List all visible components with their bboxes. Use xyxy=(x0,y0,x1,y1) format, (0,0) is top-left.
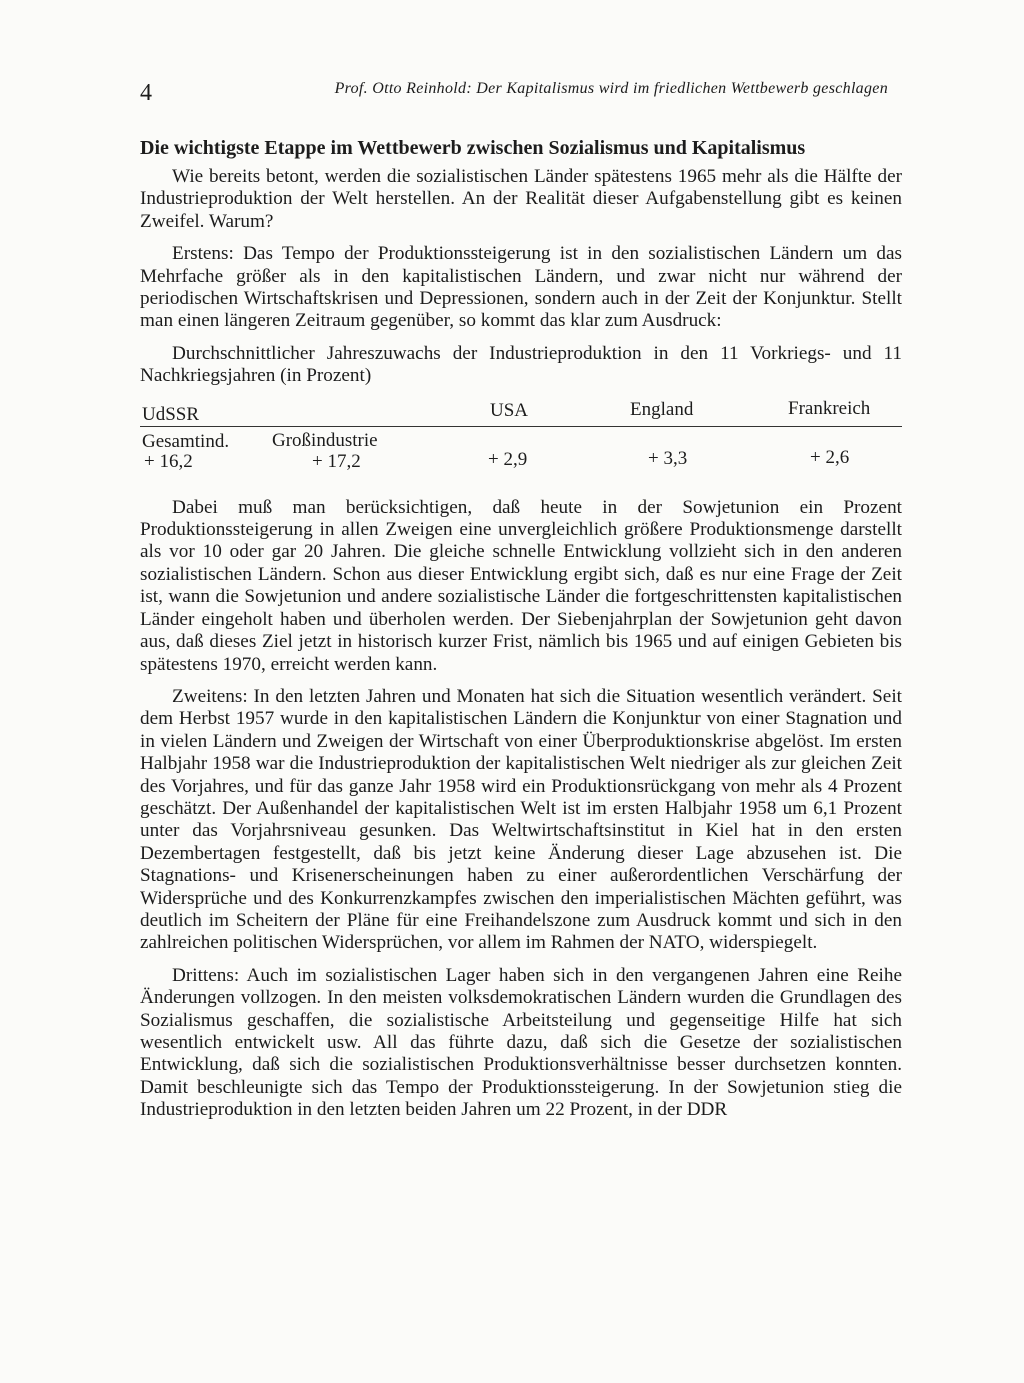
value-usa: + 2,9 xyxy=(488,448,528,470)
page-number: 4 xyxy=(140,80,152,106)
value-frankreich: + 2,6 xyxy=(810,446,850,468)
section-heading: Die wichtigste Etappe im Wettbewerb zwischen Sozialismus und Kapitalismus xyxy=(140,137,806,159)
column-header-england: England xyxy=(630,398,694,420)
growth-table xyxy=(140,398,902,483)
value-england: + 3,3 xyxy=(648,447,688,469)
column-header-udssr: UdSSR xyxy=(142,403,200,425)
running-title: Prof. Otto Reinhold: Der Kapitalismus wird im friedlichen Wettbewerb geschlagen xyxy=(334,80,888,97)
running-header xyxy=(140,72,902,106)
table-header-row xyxy=(140,398,902,427)
subheader-grossindustrie: Großindustrie xyxy=(272,429,378,451)
table-value-row xyxy=(140,446,902,472)
page-content xyxy=(140,72,902,1132)
table-subheader-row xyxy=(140,427,902,452)
paragraph-intro: Wie bereits betont, werden die sozialistischen Länder spätestens 1965 mehr als die Hälfte der Industrieproduktion der Welt herstellen. An der Realität dieser Aufgabenstellung gibt es keinen Zweifel. Warum? xyxy=(140,166,902,232)
paragraph-dabei: Dabei muß man berücksichtigen, daß heute in der Sowjetunion ein Prozent Produktionssteigerung in allen Zweigen eine unvergleichlich größere Produktionsmenge darstellt als vor 10 oder gar 20 Jahren. Die gleiche schnelle Entwicklung vollzieht sich in den anderen sozialistischen Ländern. Schon aus dieser Entwicklung ergibt sich, daß es nur eine Frage der Zeit ist, wann die Sowjetunion und andere sozialistische Länder die fortgeschrittensten kapitalistischen Länder eingeholt haben und überholen werden. Der Siebenjahrplan der Sowjetunion geht davon aus, daß dieses Ziel jetzt in historisch kurzer Frist, nämlich bis 1965 und auf einigen Gebieten bis spätestens 1970, erreicht werden kann. xyxy=(140,496,902,675)
table-caption: Durchschnittlicher Jahreszuwachs der Industrieproduktion in den 11 Vorkriegs- und 11 Nachkriegsjahren (in Prozent) xyxy=(140,342,902,387)
paragraph-erstens: Erstens: Das Tempo der Produktionssteigerung ist in den sozialistischen Ländern um das Mehrfache größer als in den kapitalistischen Ländern, und zwar nicht nur während der periodischen Wirtschaftskrisen und Depressionen, sondern auch in der Zeit der Konjunktur. Stellt man einen längeren Zeitraum gegenüber, so kommt das klar zum Ausdruck: xyxy=(140,243,902,332)
subheader-gesamtind: Gesamtind. xyxy=(142,430,230,452)
paragraph-zweitens: Zweitens: In den letzten Jahren und Monaten hat sich die Situation wesentlich verändert. Seit dem Herbst 1957 wurde in den kapitalistischen Ländern die Konjunktur von einer Stagnation und in vielen Ländern und Zweigen der Wirtschaft von einer Überproduktionskrise abgelöst. Im ersten Halbjahr 1958 war die Industrieproduktion der kapitalistischen Welt niedriger als zur gleichen Zeit des Vorjahres, und für das ganze Jahr 1958 wird ein Produktionsrückgang von mehr als 4 Prozent geschätzt. Der Außenhandel der kapitalistischen Welt ist im ersten Halbjahr 1958 um 6,1 Prozent unter das Vorjahrsniveau gesunken. Das Weltwirtschaftsinstitut in Kiel hat in den ersten Dezembertagen festgestellt, daß bis jetzt keine Änderung dieser Lage abzusehen ist. Die Stagnations- und Krisenerscheinungen haben zu einer außerordentlichen Verschärfung der Widersprüche und des Konkurrenzkampfes zwischen den imperialistischen Mächten geführt, was deutlich im Scheitern der Pläne für eine Freihandelszone zum Ausdruck kommt und sich in den zahlreichen politischen Widersprüchen, vor allem im Rahmen der NATO, widerspiegelt. xyxy=(140,685,902,954)
value-udssr-gross: + 17,2 xyxy=(312,450,361,472)
paragraph-drittens: Drittens: Auch im sozialistischen Lager haben sich in den vergangenen Jahren eine Reihe Änderungen vollzogen. In den meisten volksdemokratischen Ländern wurden die Grundlagen des Sozialismus geschaffen, die sozialistische Arbeitsteilung und gegenseitige Hilfe hat sich wesentlich entwickelt usw. All das führte dazu, daß sich die Gesetze der sozialistischen Entwicklung, daß sich die sozialistischen Produktionsverhältnisse besser durchsetzen konnten. Damit beschleunigte sich das Tempo der Produktionssteigerung. In der Sowjetunion stieg die Industrieproduktion in den letzten beiden Jahren um 22 Prozent, in der DDR xyxy=(140,964,902,1121)
value-udssr-gesamt: + 16,2 xyxy=(144,450,193,472)
column-header-usa: USA xyxy=(490,399,529,421)
column-header-frankreich: Frankreich xyxy=(788,397,871,419)
